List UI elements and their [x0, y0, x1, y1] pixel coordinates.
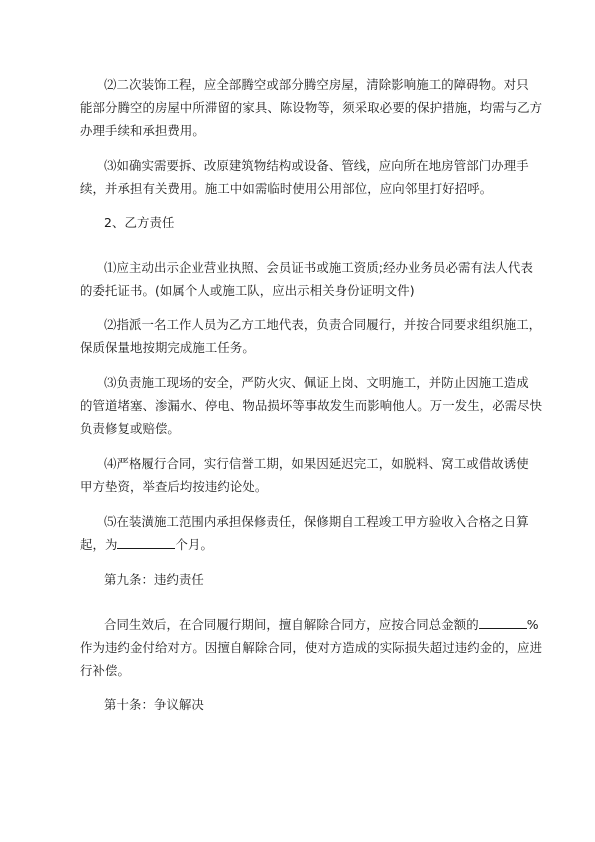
text-fragment: 起，为 — [80, 537, 118, 552]
text-line: 保质保量地按期完成施工任务。 — [80, 340, 255, 355]
text-line: 续，并承担有关费用。施工中如需临时使用公用部位，应向邻里打好招呼。 — [80, 181, 493, 196]
text-line — [80, 533, 520, 556]
article-9-heading — [80, 568, 520, 591]
text-line: 作为违约金付给对方。因擅自解除合同，使对方造成的实际损失超过违约金的，应进 — [80, 640, 543, 655]
text-line: 负责修复或赔偿。 — [80, 421, 180, 436]
paragraph-credentials — [80, 256, 533, 302]
text-line: 的委托证书。(如属个人或施工队，应出示相关身份证明文件) — [80, 283, 415, 298]
paragraph-secondary-decoration — [80, 73, 543, 142]
text-line: ⑶如确实需要拆、改原建筑物结构或设备、管线，应向所在地房管部门办理手 — [104, 158, 529, 173]
text-line: 甲方垫资，举查后均按违约论处。 — [80, 479, 268, 494]
article-heading-text: 第十条：争议解决 — [104, 697, 204, 712]
paragraph-safety — [80, 371, 543, 440]
article-9-body — [80, 613, 543, 682]
text-line: ⑵二次装饰工程，应全部腾空或部分腾空房屋，清除影响施工的障碍物。对只 — [104, 77, 529, 92]
text-line: 办理手续和承担费用。 — [80, 123, 205, 138]
paragraph-site-representative — [80, 313, 542, 359]
text-fragment: % — [526, 617, 539, 632]
text-fragment: 个月。 — [175, 537, 213, 552]
text-line: ⑶负责施工现场的安全，严防火灾、佩证上岗、文明施工，并防止因施工造成 — [104, 375, 529, 390]
text-fragment: 合同生效后，在合同履行期间，擅自解除合同方，应按合同总金额的 — [104, 617, 479, 632]
paragraph-warranty — [80, 510, 529, 556]
text-line: ⑸在装潢施工范围内承担保修责任，保修期自工程竣工甲方验收入合格之日算 — [104, 514, 529, 529]
warranty-months-blank[interactable] — [117, 533, 175, 549]
article-heading-text: 第九条：违约责任 — [104, 572, 204, 587]
text-line — [80, 613, 539, 636]
section-heading-party-b — [80, 211, 520, 234]
text-line: 的管道堵塞、渗漏水、停电、物品损坏等事故发生而影响他人。万一发生，必需尽快 — [80, 398, 543, 413]
text-line: ⑷严格履行合同，实行信誉工期，如果因延迟完工，如脱料、窝工或借故诱使 — [104, 456, 529, 471]
penalty-percent-blank[interactable] — [479, 613, 527, 629]
text-line: 行补偿。 — [80, 663, 130, 678]
text-line: 能部分腾空的房屋中所滞留的家具、陈设物等，须采取必要的保护措施，均需与乙方 — [80, 100, 543, 115]
article-10-heading — [80, 693, 520, 716]
text-line: ⑵指派一名工作人员为乙方工地代表，负责合同履行，并按合同要求组织施工， — [104, 317, 542, 332]
paragraph-contract-performance — [80, 452, 529, 498]
text-line: ⑴应主动出示企业营业执照、会员证书或施工资质;经办业务员必需有法人代表 — [104, 260, 533, 275]
section-heading-text: 2、乙方责任 — [104, 215, 175, 230]
paragraph-demolition — [80, 154, 529, 200]
